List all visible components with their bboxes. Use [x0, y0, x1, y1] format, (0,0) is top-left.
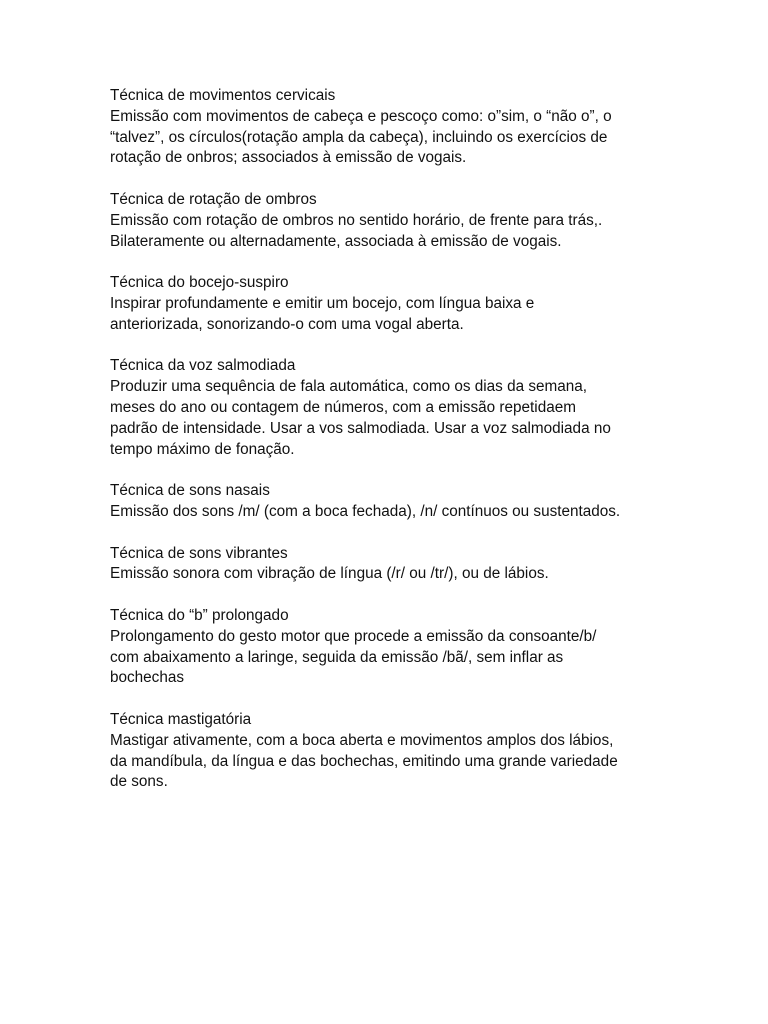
section-body: Emissão com rotação de ombros no sentido horário, de frente para trás,. Bilateramente ou alternadamente, associada à emissão de vogais. — [110, 211, 603, 250]
section-movimentos-cervicais — [110, 86, 670, 169]
section-body: Emissão com movimentos de cabeça e pescoço como: o”sim, o “não o”, o “talvez”, os círculos(rotação ampla da cabeça), incluindo os exercícios de rotação de onbros; associados à emissão de vogais. — [110, 107, 612, 167]
section-body: Prolongamento do gesto motor que procede a emissão da consoante/b/ com abaixamento a laringe, seguida da emissão /bã/, sem inflar as bochechas — [110, 627, 597, 687]
section-title: Técnica mastigatória — [110, 710, 252, 728]
section-body: Emissão sonora com vibração de língua (/r/ ou /tr/), ou de lábios. — [110, 565, 549, 583]
section-b-prolongado — [110, 606, 670, 689]
section-title: Técnica do “b” prolongado — [110, 606, 289, 624]
section-voz-salmodiada — [110, 356, 670, 460]
section-title: Técnica de sons vibrantes — [110, 544, 288, 562]
section-title: Técnica da voz salmodiada — [110, 357, 296, 375]
section-sons-vibrantes — [110, 544, 670, 586]
document-content — [110, 86, 670, 814]
section-body: Emissão dos sons /m/ (com a boca fechada), /n/ contínuos ou sustentados. — [110, 502, 621, 520]
section-bocejo-suspiro — [110, 273, 670, 335]
section-rotacao-ombros — [110, 190, 670, 252]
section-body: Produzir uma sequência de fala automática, como os dias da semana, meses do ano ou contagem de números, com a emissão repetidaem padrão de intensidade. Usar a vos salmodiada. Usar a voz salmodiada no tempo máximo de fonação. — [110, 378, 611, 458]
section-body: Mastigar ativamente, com a boca aberta e movimentos amplos dos lábios, da mandíbula, da língua e das bochechas, emitindo uma grande variedade de sons. — [110, 731, 618, 791]
section-body: Inspirar profundamente e emitir um bocejo, com língua baixa e anteriorizada, sonorizando-o com uma vogal aberta. — [110, 294, 535, 333]
section-title: Técnica de movimentos cervicais — [110, 87, 336, 104]
section-mastigatoria — [110, 710, 670, 793]
section-title: Técnica de sons nasais — [110, 482, 270, 500]
section-title: Técnica do bocejo-suspiro — [110, 274, 289, 292]
section-title: Técnica de rotação de ombros — [110, 190, 317, 208]
section-sons-nasais — [110, 481, 670, 523]
